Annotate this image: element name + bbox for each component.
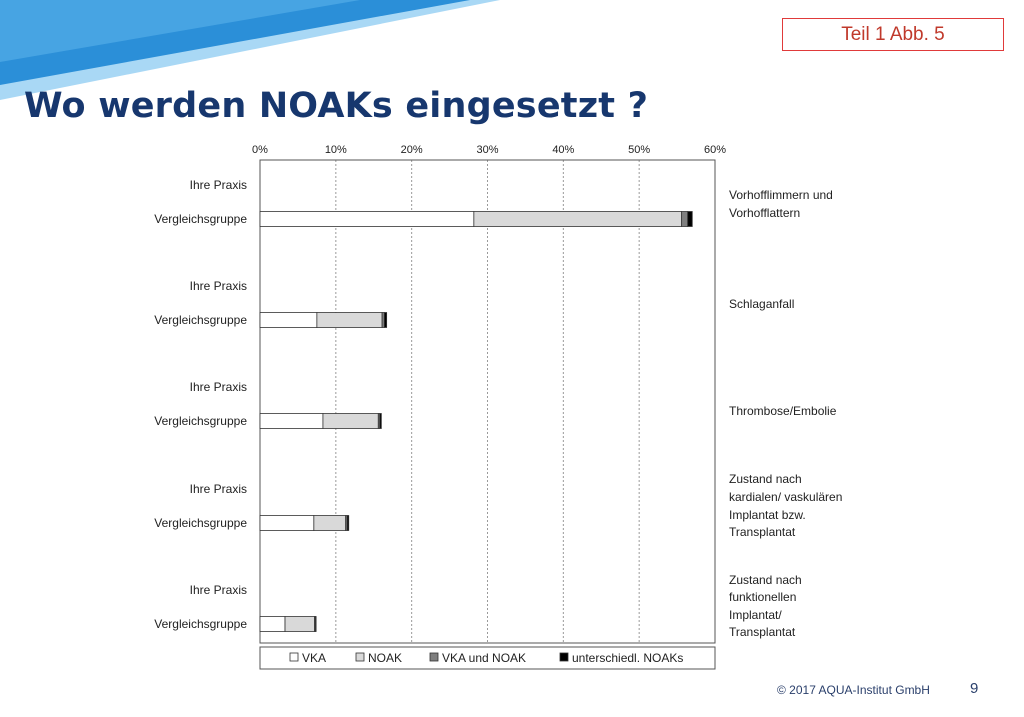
row-label: Ihre Praxis	[189, 583, 247, 597]
bar-segment	[682, 212, 688, 227]
bar-segment	[315, 617, 316, 632]
legend-label: NOAK	[368, 651, 403, 665]
row-label: Vergleichsgruppe	[154, 313, 247, 327]
category-label: Thrombose/Embolie	[729, 404, 837, 418]
category-label: funktionellen	[729, 590, 797, 604]
bar-segment	[474, 212, 682, 227]
row-label: Ihre Praxis	[189, 178, 247, 192]
x-tick-label: 30%	[476, 144, 499, 156]
bar-segment	[260, 313, 317, 328]
legend-swatch	[290, 653, 298, 661]
legend-swatch	[560, 653, 568, 661]
row-label: Vergleichsgruppe	[154, 617, 247, 631]
legend-swatch	[430, 653, 438, 661]
bar-segment	[260, 212, 474, 227]
category-label: Zustand nach	[729, 472, 802, 486]
bar-segment	[285, 617, 315, 632]
x-tick-label: 0%	[252, 144, 268, 156]
bar-segment	[260, 516, 314, 531]
legend-label: unterschiedl. NOAKs	[572, 651, 684, 665]
bar-segment	[260, 414, 323, 429]
copyright-footer: © 2017 AQUA-Institut GmbH	[777, 683, 930, 697]
row-label: Vergleichsgruppe	[154, 516, 247, 530]
bar-segment	[260, 617, 285, 632]
x-tick-label: 10%	[324, 144, 347, 156]
row-label: Ihre Praxis	[189, 380, 247, 394]
row-label: Ihre Praxis	[189, 482, 247, 496]
row-label: Vergleichsgruppe	[154, 414, 247, 428]
bar-segment	[688, 212, 693, 227]
bar-segment	[380, 414, 382, 429]
x-tick-label: 20%	[400, 144, 423, 156]
page-title: Wo werden NOAKs eingesetzt ?	[24, 86, 649, 126]
bar-segment	[347, 516, 349, 531]
category-label: Vorhofflattern	[729, 206, 801, 220]
category-label: kardialen/ vaskulären	[729, 490, 843, 504]
category-label: Transplantat	[729, 625, 796, 639]
x-tick-label: 40%	[552, 144, 575, 156]
category-label: Schlaganfall	[729, 297, 795, 311]
category-label: Implantat bzw.	[729, 508, 806, 522]
bar-segment	[314, 516, 346, 531]
category-label: Zustand nach	[729, 573, 802, 587]
page-number: 9	[970, 680, 979, 697]
legend-swatch	[356, 653, 364, 661]
figure-reference: Teil 1 Abb. 5	[841, 24, 945, 45]
row-label: Vergleichsgruppe	[154, 212, 247, 226]
legend-label: VKA und NOAK	[442, 651, 527, 665]
x-tick-label: 50%	[628, 144, 651, 156]
category-label: Implantat/	[729, 608, 782, 622]
bar-segment	[384, 313, 386, 328]
bar-segment	[317, 313, 382, 328]
category-label: Vorhofflimmern und	[729, 188, 833, 202]
bar-segment	[323, 414, 378, 429]
row-label: Ihre Praxis	[189, 279, 247, 293]
legend-label: VKA	[302, 651, 327, 665]
category-label: Transplantat	[729, 525, 796, 539]
x-tick-label: 60%	[703, 144, 727, 156]
